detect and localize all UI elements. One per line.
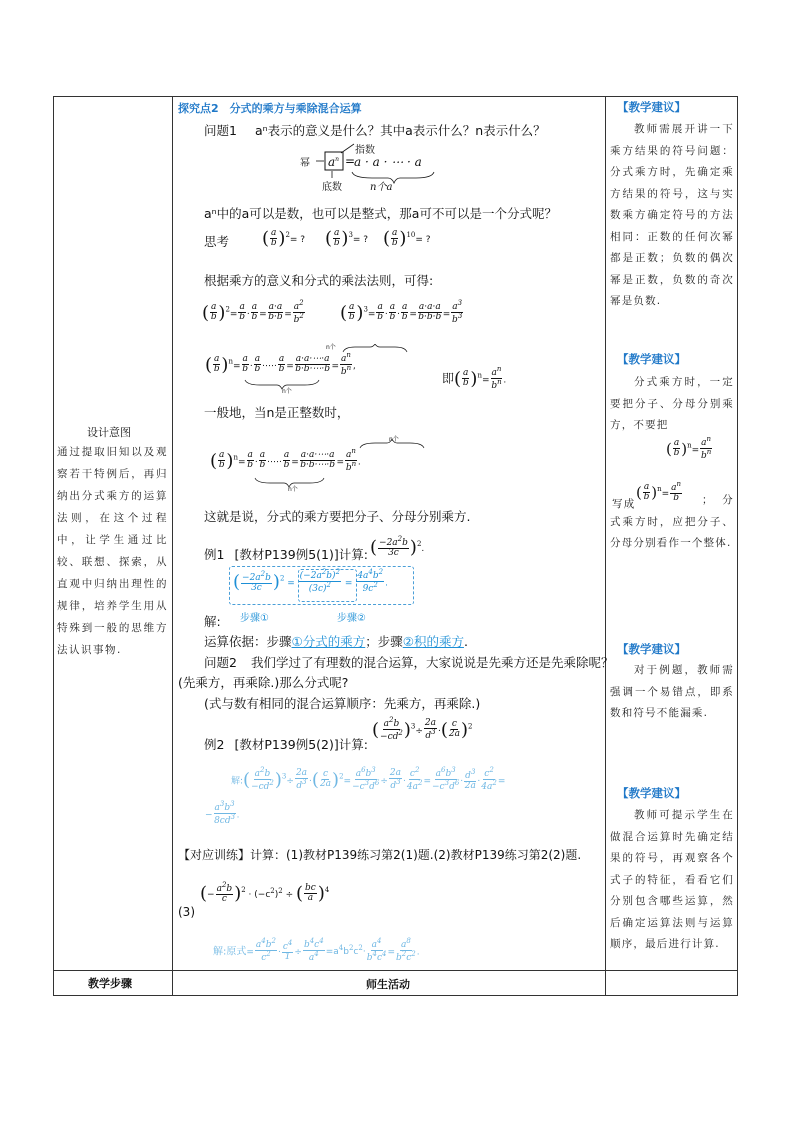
question-1-label: 问题1 xyxy=(204,123,237,138)
practice-text: 【对应训练】计算：(1)教材P139练习第2(1)题.(2)教材P139练习第2(2)题. xyxy=(178,848,582,862)
step-2-label: 步骤② xyxy=(337,613,366,624)
square-derivation: ( $\frac{a}{b}$ )$^2$= $\frac{a}{b}$ · $\frac{a}{b}$ = $\frac{a\cdot a}{b\cdot b}$ = $\frac{a^2}{b^2}$ xyxy=(202,299,304,326)
tip-title-4: 【教学建议】 xyxy=(617,786,686,800)
practice-solution: 解:原式= $\frac{a^4b^2}{c^2}$ · $\frac{c^4}{1}$ ÷ $\frac{b^4c^4}{a^4}$ $=a^4b^2c^2\cdot$ $\frac{a^4}{b^4c^4}$ = $\frac{a^8}{b^2c^2}$ . xyxy=(213,937,420,964)
question-1 xyxy=(204,121,546,139)
tip-2-formula-right: ( $\frac{a}{b}$ )$^n$= $\frac{a^n}{b^n}$ xyxy=(666,435,712,462)
n-copies-label: n个 xyxy=(326,344,336,351)
fraction-question: aⁿ中的a可以是数，也可以是整式，那a可不可以是一个分式呢？ xyxy=(204,206,557,221)
base-label: 底数 xyxy=(322,182,342,193)
tip-body-2a: 分式乘方时，一定要把分子、分母分别乘方，不要把 xyxy=(610,376,734,431)
example-2 xyxy=(204,735,368,753)
step-1-label: 步骤① xyxy=(240,613,269,624)
conclusion: 这就是说，分式的乘方要把分子、分母分别乘方. xyxy=(204,509,471,524)
example-2-result: − $\frac{a^3b^3}{8cd^3}$ . xyxy=(205,800,240,827)
think-label: 思考 xyxy=(204,234,230,249)
section-title: 探究点2 分式的乘方与乘除混合运算 xyxy=(178,102,362,115)
cube-derivation: ( $\frac{a}{b}$ )$^3$= $\frac{a}{b}$ · $\frac{a}{b}$ · $\frac{a}{b}$ = $\frac{a\cdot a\cdot a}{b\cdot b\cdot b}$ = $\frac{a^3}{b^3}$ xyxy=(340,299,463,326)
general-formula: ( $\frac{a}{b}$ )$^n$= $\frac{a}{b}$ · $\frac{a}{b}$ ·⋯· $\frac{a}{b}$ = $\frac{a\cdot a\cdot\cdots\cdot a}{b\cdot b\cdot\cdots\cdot b}$ = $\frac{a^n}{b^n}$ . xyxy=(210,447,361,474)
tip-title-3: 【教学建议】 xyxy=(617,642,686,656)
calc-basis: 运算依据：步骤①分式的乘方；步骤②积的乘方. xyxy=(204,634,468,649)
general-intro: 一般地，当n是正整数时， xyxy=(204,405,350,420)
tip-body-4: 教师可提示学生在做混合运算时先确定结果的符号，再观察各个式子的特征，看看它们分别包含哪些运算，然后确定运算法则与运算顺序，最后进行计算. xyxy=(610,809,734,950)
example-1-expression: ( $\frac{-2a^2b}{3c}$ )$^2$. xyxy=(370,535,425,559)
rule-intro: 根据乘方的意义和分式的乘法法则，可得: xyxy=(204,273,434,288)
example-1-solve-label: 解: xyxy=(204,614,221,629)
power-label: 幂 xyxy=(300,158,310,169)
question-2-label: 问题2 xyxy=(204,655,237,670)
footer-activities: 师生活动 xyxy=(366,978,410,991)
question-2 xyxy=(204,653,613,671)
question-2-text: 我们学过了有理数的混合运算，大家说说是先乘方还是先乘除呢？ xyxy=(250,655,614,670)
tip-body-1: 教师需展开讲一下乘方结果的符号问题：分式乘方时，先确定乘方结果的符号，这与实数乘方确定符号的方法相同：正数的任何次幂都是正数；负数的偶次幂是正数，负数的奇次幂是负数. xyxy=(610,123,734,307)
tip-title-1: 【教学建议】 xyxy=(617,100,686,114)
exponent-label: 指数 xyxy=(355,145,375,156)
basis-step-2: ②积的乘方 xyxy=(402,634,464,649)
n-copies-label: n个 xyxy=(282,388,292,395)
n-copies-label: n个 xyxy=(389,436,399,443)
example-2-solution: 解:( $\frac{a^2b}{-cd^2}$ )$^3$÷ $\frac{2a}{d^3}$ ·( $\frac{c}{2a}$ )$^2$= $\frac{a^6b^3}{-c^3d^6}$ ÷ $\frac{2a}{d^3}$ · $\frac{c^2}{4a^2}$ = $\frac{a^6b^3}{-c^3d^6}$ · $\frac{d^3}{2a}$ · $\frac{c^2}{4a^2}$ = xyxy=(231,766,506,793)
example-2-expression: ( $\frac{a^2b}{-cd^2}$ )$^3$÷ $\frac{2a}{d^3}$ ·( $\frac{c}{2a}$ )$^2$ xyxy=(372,716,473,743)
column-divider xyxy=(605,97,606,995)
tip-title-2: 【教学建议】 xyxy=(617,352,686,366)
tip-2-formula-wrong: ( $\frac{a}{b}$ )$^n$= $\frac{a^n}{b}$ xyxy=(636,480,682,504)
example-1 xyxy=(204,545,368,563)
base-symbol: $a^n$ xyxy=(328,155,340,169)
practice-expression: (− $\frac{a^2b}{c}$ )$^2 \cdot (-c^2)^2$ ÷ ( $\frac{bc}{a}$ )$^4$ xyxy=(200,881,330,905)
tip-body-3: 对于例题，教师需强调一个易错点，即系数和符号不能漏乘. xyxy=(610,664,734,719)
example-1-solution: ( $\frac{-2a^2b}{3c}$ )$^2$ = $\frac{(-2a^2b)^2}{(3c)^2}$ = $\frac{4a^4b^2}{9c^2}$ . xyxy=(233,568,388,595)
practice-item-3: (3) xyxy=(178,905,195,919)
design-body: 通过提取旧知以及观察若干特例后，再归纳出分式乘方的运算法则，在这个过程中，让学生通过比较、联想、探索，从直观中归纳出理性的规律，培养学生用从特殊到一般的思维方法认识事物. xyxy=(57,446,168,656)
example-2-text: [教材P139例5(2)]计算: xyxy=(234,737,368,752)
question-2-line-3: (式与数有相同的混合运算顺序：先乘方，再乘除.) xyxy=(204,696,481,711)
therefore-formula: 即( $\frac{a}{b}$ )$^n$= $\frac{a^n}{b^n}$ . xyxy=(442,365,507,392)
n-copies-label: n个 xyxy=(288,486,298,493)
tip-body-2c-text: ；分式乘方时，应把分子、分母分别看作一个整体. xyxy=(610,494,734,549)
think-expression-1: ( $\frac{a}{b}$ )$^2$= ? xyxy=(262,227,306,249)
think-expression-3: ( $\frac{a}{b}$ )$^{10}$= ? xyxy=(383,227,431,249)
example-1-label: 例1 xyxy=(204,547,225,562)
think-expression-2: ( $\frac{a}{b}$ )$^3$= ? xyxy=(325,227,369,249)
product-expression: a · a · ⋯ · a xyxy=(354,155,422,169)
basis-step-1: ①分式的乘方 xyxy=(291,634,366,649)
n-of-a-label: n个a xyxy=(370,182,393,193)
nth-power-formula: ( $\frac{a}{b}$ )$^n$= $\frac{a}{b}$ · $\frac{a}{b}$ ·⋯· $\frac{a}{b}$ = $\frac{a\cdot a\cdot\cdots\cdot a}{b\cdot b\cdot\cdots\cdot b}$ = $\frac{a^n}{b^n}$ , xyxy=(205,351,356,378)
footer-teaching-steps: 教学步骤 xyxy=(88,977,132,990)
example-2-label: 例2 xyxy=(204,737,225,752)
question-2-line-2: (先乘方，再乘除.)那么分式呢? xyxy=(178,675,349,690)
column-divider xyxy=(172,97,173,995)
tip-body-2b: 写成 xyxy=(612,498,636,510)
question-1-text: aⁿ表示的意义是什么？其中a表示什么？n表示什么？ xyxy=(254,123,546,138)
equals-sign: = xyxy=(345,154,356,168)
example-1-text: [教材P139例5(1)]计算: xyxy=(234,547,368,562)
row-divider xyxy=(54,970,737,971)
design-title: 设计意图 xyxy=(87,426,131,439)
